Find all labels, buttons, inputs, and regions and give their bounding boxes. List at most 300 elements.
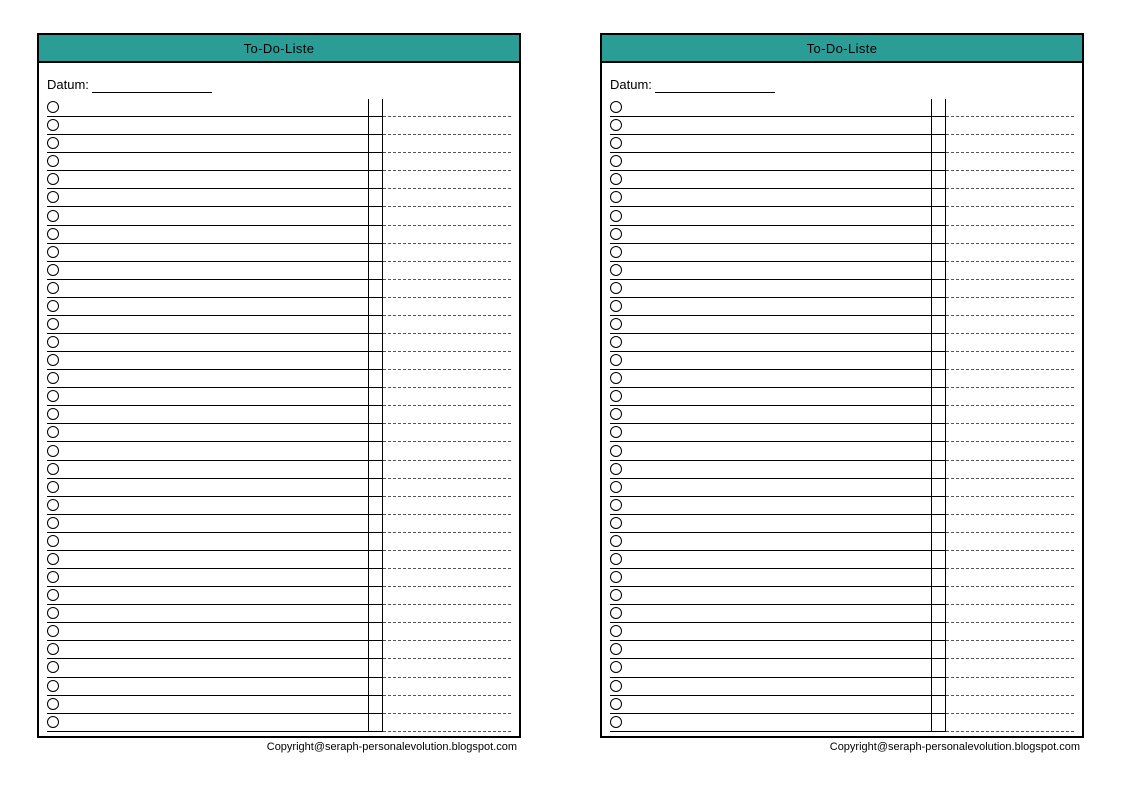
task-status-cell[interactable] — [369, 334, 383, 352]
checkbox-cell[interactable] — [610, 334, 630, 352]
circle-checkbox-icon[interactable] — [610, 625, 622, 637]
task-status-cell[interactable] — [932, 623, 946, 641]
checkbox-cell[interactable] — [47, 587, 67, 605]
note-input[interactable] — [383, 551, 511, 569]
checkbox-cell[interactable] — [47, 171, 67, 189]
circle-checkbox-icon[interactable] — [610, 589, 622, 601]
circle-checkbox-icon[interactable] — [47, 680, 59, 692]
checkbox-cell[interactable] — [47, 424, 67, 442]
circle-checkbox-icon[interactable] — [610, 318, 622, 330]
task-input[interactable] — [630, 569, 932, 587]
note-input[interactable] — [946, 280, 1074, 298]
task-input[interactable] — [67, 171, 369, 189]
task-input[interactable] — [67, 189, 369, 207]
task-status-cell[interactable] — [369, 388, 383, 406]
task-input[interactable] — [630, 244, 932, 262]
circle-checkbox-icon[interactable] — [47, 426, 59, 438]
note-input[interactable] — [946, 551, 1074, 569]
note-input[interactable] — [946, 605, 1074, 623]
note-input[interactable] — [946, 226, 1074, 244]
circle-checkbox-icon[interactable] — [610, 137, 622, 149]
checkbox-cell[interactable] — [610, 189, 630, 207]
task-status-cell[interactable] — [932, 461, 946, 479]
task-status-cell[interactable] — [932, 659, 946, 677]
note-input[interactable] — [946, 714, 1074, 732]
note-input[interactable] — [383, 298, 511, 316]
note-input[interactable] — [383, 135, 511, 153]
task-input[interactable] — [67, 551, 369, 569]
task-input[interactable] — [67, 99, 369, 117]
checkbox-cell[interactable] — [610, 551, 630, 569]
checkbox-cell[interactable] — [47, 659, 67, 677]
note-input[interactable] — [946, 207, 1074, 225]
note-input[interactable] — [383, 424, 511, 442]
task-input[interactable] — [630, 623, 932, 641]
checkbox-cell[interactable] — [47, 605, 67, 623]
task-status-cell[interactable] — [369, 587, 383, 605]
checkbox-cell[interactable] — [610, 659, 630, 677]
task-input[interactable] — [630, 334, 932, 352]
checkbox-cell[interactable] — [47, 497, 67, 515]
note-input[interactable] — [946, 461, 1074, 479]
task-status-cell[interactable] — [932, 641, 946, 659]
task-status-cell[interactable] — [932, 316, 946, 334]
task-input[interactable] — [630, 515, 932, 533]
circle-checkbox-icon[interactable] — [47, 228, 59, 240]
task-status-cell[interactable] — [369, 623, 383, 641]
circle-checkbox-icon[interactable] — [47, 499, 59, 511]
circle-checkbox-icon[interactable] — [47, 191, 59, 203]
checkbox-cell[interactable] — [610, 696, 630, 714]
circle-checkbox-icon[interactable] — [610, 210, 622, 222]
task-status-cell[interactable] — [369, 189, 383, 207]
task-input[interactable] — [630, 99, 932, 117]
note-input[interactable] — [946, 334, 1074, 352]
task-status-cell[interactable] — [932, 280, 946, 298]
circle-checkbox-icon[interactable] — [610, 372, 622, 384]
task-input[interactable] — [67, 406, 369, 424]
task-input[interactable] — [630, 298, 932, 316]
circle-checkbox-icon[interactable] — [47, 661, 59, 673]
circle-checkbox-icon[interactable] — [610, 246, 622, 258]
date-input[interactable] — [92, 78, 212, 93]
checkbox-cell[interactable] — [47, 641, 67, 659]
note-input[interactable] — [946, 244, 1074, 262]
checkbox-cell[interactable] — [47, 280, 67, 298]
circle-checkbox-icon[interactable] — [610, 698, 622, 710]
checkbox-cell[interactable] — [47, 334, 67, 352]
circle-checkbox-icon[interactable] — [610, 336, 622, 348]
circle-checkbox-icon[interactable] — [47, 264, 59, 276]
note-input[interactable] — [383, 678, 511, 696]
circle-checkbox-icon[interactable] — [47, 625, 59, 637]
task-input[interactable] — [67, 479, 369, 497]
task-status-cell[interactable] — [369, 135, 383, 153]
task-status-cell[interactable] — [932, 696, 946, 714]
note-input[interactable] — [383, 370, 511, 388]
task-status-cell[interactable] — [932, 424, 946, 442]
task-status-cell[interactable] — [369, 479, 383, 497]
note-input[interactable] — [946, 424, 1074, 442]
circle-checkbox-icon[interactable] — [610, 661, 622, 673]
task-status-cell[interactable] — [932, 515, 946, 533]
note-input[interactable] — [946, 406, 1074, 424]
circle-checkbox-icon[interactable] — [47, 336, 59, 348]
checkbox-cell[interactable] — [610, 461, 630, 479]
checkbox-cell[interactable] — [610, 569, 630, 587]
circle-checkbox-icon[interactable] — [610, 282, 622, 294]
task-status-cell[interactable] — [369, 714, 383, 732]
task-input[interactable] — [67, 497, 369, 515]
task-input[interactable] — [630, 479, 932, 497]
checkbox-cell[interactable] — [610, 207, 630, 225]
task-input[interactable] — [67, 226, 369, 244]
task-input[interactable] — [67, 298, 369, 316]
checkbox-cell[interactable] — [610, 388, 630, 406]
circle-checkbox-icon[interactable] — [47, 155, 59, 167]
task-status-cell[interactable] — [369, 406, 383, 424]
checkbox-cell[interactable] — [47, 298, 67, 316]
task-input[interactable] — [630, 714, 932, 732]
circle-checkbox-icon[interactable] — [610, 535, 622, 547]
note-input[interactable] — [383, 569, 511, 587]
circle-checkbox-icon[interactable] — [47, 137, 59, 149]
note-input[interactable] — [946, 135, 1074, 153]
note-input[interactable] — [383, 226, 511, 244]
task-status-cell[interactable] — [369, 99, 383, 117]
checkbox-cell[interactable] — [47, 117, 67, 135]
checkbox-cell[interactable] — [47, 461, 67, 479]
task-input[interactable] — [630, 388, 932, 406]
checkbox-cell[interactable] — [610, 424, 630, 442]
checkbox-cell[interactable] — [610, 153, 630, 171]
note-input[interactable] — [383, 244, 511, 262]
checkbox-cell[interactable] — [47, 207, 67, 225]
checkbox-cell[interactable] — [47, 533, 67, 551]
task-input[interactable] — [67, 714, 369, 732]
checkbox-cell[interactable] — [610, 515, 630, 533]
task-input[interactable] — [67, 135, 369, 153]
task-input[interactable] — [630, 117, 932, 135]
header-note-area[interactable] — [234, 92, 511, 93]
checkbox-cell[interactable] — [610, 641, 630, 659]
task-status-cell[interactable] — [932, 551, 946, 569]
note-input[interactable] — [946, 696, 1074, 714]
circle-checkbox-icon[interactable] — [610, 517, 622, 529]
checkbox-cell[interactable] — [610, 117, 630, 135]
checkbox-cell[interactable] — [47, 153, 67, 171]
checkbox-cell[interactable] — [47, 696, 67, 714]
checkbox-cell[interactable] — [610, 262, 630, 280]
task-status-cell[interactable] — [932, 406, 946, 424]
circle-checkbox-icon[interactable] — [47, 372, 59, 384]
note-input[interactable] — [383, 352, 511, 370]
note-input[interactable] — [946, 153, 1074, 171]
task-input[interactable] — [630, 587, 932, 605]
task-status-cell[interactable] — [369, 678, 383, 696]
circle-checkbox-icon[interactable] — [47, 246, 59, 258]
circle-checkbox-icon[interactable] — [610, 463, 622, 475]
checkbox-cell[interactable] — [610, 605, 630, 623]
checkbox-cell[interactable] — [610, 442, 630, 460]
checkbox-cell[interactable] — [610, 298, 630, 316]
task-status-cell[interactable] — [932, 135, 946, 153]
checkbox-cell[interactable] — [47, 370, 67, 388]
task-input[interactable] — [630, 678, 932, 696]
task-status-cell[interactable] — [369, 244, 383, 262]
checkbox-cell[interactable] — [610, 623, 630, 641]
task-status-cell[interactable] — [932, 298, 946, 316]
task-status-cell[interactable] — [369, 461, 383, 479]
task-input[interactable] — [630, 207, 932, 225]
task-input[interactable] — [67, 515, 369, 533]
task-status-cell[interactable] — [369, 207, 383, 225]
circle-checkbox-icon[interactable] — [610, 408, 622, 420]
task-status-cell[interactable] — [932, 678, 946, 696]
task-input[interactable] — [630, 406, 932, 424]
task-input[interactable] — [630, 370, 932, 388]
task-status-cell[interactable] — [369, 533, 383, 551]
checkbox-cell[interactable] — [610, 678, 630, 696]
date-input[interactable] — [655, 78, 775, 93]
task-input[interactable] — [630, 171, 932, 189]
task-status-cell[interactable] — [369, 226, 383, 244]
task-status-cell[interactable] — [932, 497, 946, 515]
circle-checkbox-icon[interactable] — [610, 680, 622, 692]
header-note-area[interactable] — [797, 92, 1074, 93]
task-input[interactable] — [67, 316, 369, 334]
task-status-cell[interactable] — [369, 171, 383, 189]
task-input[interactable] — [630, 280, 932, 298]
note-input[interactable] — [946, 262, 1074, 280]
circle-checkbox-icon[interactable] — [47, 553, 59, 565]
checkbox-cell[interactable] — [47, 714, 67, 732]
circle-checkbox-icon[interactable] — [610, 607, 622, 619]
task-status-cell[interactable] — [369, 370, 383, 388]
task-input[interactable] — [67, 280, 369, 298]
task-status-cell[interactable] — [932, 171, 946, 189]
circle-checkbox-icon[interactable] — [47, 643, 59, 655]
task-input[interactable] — [630, 352, 932, 370]
task-status-cell[interactable] — [932, 244, 946, 262]
task-status-cell[interactable] — [932, 388, 946, 406]
checkbox-cell[interactable] — [47, 569, 67, 587]
task-status-cell[interactable] — [932, 352, 946, 370]
task-status-cell[interactable] — [369, 569, 383, 587]
task-input[interactable] — [630, 153, 932, 171]
task-status-cell[interactable] — [932, 442, 946, 460]
note-input[interactable] — [946, 659, 1074, 677]
checkbox-cell[interactable] — [610, 406, 630, 424]
task-input[interactable] — [67, 207, 369, 225]
circle-checkbox-icon[interactable] — [47, 607, 59, 619]
checkbox-cell[interactable] — [610, 171, 630, 189]
task-input[interactable] — [67, 659, 369, 677]
task-status-cell[interactable] — [932, 370, 946, 388]
task-status-cell[interactable] — [932, 99, 946, 117]
circle-checkbox-icon[interactable] — [47, 119, 59, 131]
circle-checkbox-icon[interactable] — [47, 318, 59, 330]
task-status-cell[interactable] — [932, 262, 946, 280]
circle-checkbox-icon[interactable] — [610, 445, 622, 457]
note-input[interactable] — [946, 388, 1074, 406]
circle-checkbox-icon[interactable] — [47, 589, 59, 601]
circle-checkbox-icon[interactable] — [47, 517, 59, 529]
task-input[interactable] — [67, 442, 369, 460]
checkbox-cell[interactable] — [47, 244, 67, 262]
checkbox-cell[interactable] — [610, 352, 630, 370]
task-status-cell[interactable] — [369, 117, 383, 135]
note-input[interactable] — [383, 117, 511, 135]
task-status-cell[interactable] — [932, 569, 946, 587]
circle-checkbox-icon[interactable] — [47, 481, 59, 493]
task-status-cell[interactable] — [369, 641, 383, 659]
task-input[interactable] — [67, 117, 369, 135]
circle-checkbox-icon[interactable] — [47, 535, 59, 547]
checkbox-cell[interactable] — [610, 135, 630, 153]
task-input[interactable] — [67, 388, 369, 406]
note-input[interactable] — [946, 533, 1074, 551]
task-status-cell[interactable] — [932, 714, 946, 732]
circle-checkbox-icon[interactable] — [47, 210, 59, 222]
task-input[interactable] — [630, 424, 932, 442]
note-input[interactable] — [946, 641, 1074, 659]
task-input[interactable] — [630, 605, 932, 623]
task-input[interactable] — [67, 696, 369, 714]
note-input[interactable] — [946, 370, 1074, 388]
task-input[interactable] — [67, 605, 369, 623]
checkbox-cell[interactable] — [47, 316, 67, 334]
checkbox-cell[interactable] — [47, 352, 67, 370]
checkbox-cell[interactable] — [610, 244, 630, 262]
note-input[interactable] — [946, 515, 1074, 533]
checkbox-cell[interactable] — [610, 316, 630, 334]
checkbox-cell[interactable] — [47, 551, 67, 569]
circle-checkbox-icon[interactable] — [47, 101, 59, 113]
task-status-cell[interactable] — [369, 696, 383, 714]
checkbox-cell[interactable] — [47, 442, 67, 460]
circle-checkbox-icon[interactable] — [47, 463, 59, 475]
task-status-cell[interactable] — [932, 117, 946, 135]
circle-checkbox-icon[interactable] — [610, 643, 622, 655]
note-input[interactable] — [383, 479, 511, 497]
task-input[interactable] — [67, 678, 369, 696]
task-input[interactable] — [67, 262, 369, 280]
task-input[interactable] — [630, 189, 932, 207]
checkbox-cell[interactable] — [47, 623, 67, 641]
checkbox-cell[interactable] — [47, 135, 67, 153]
checkbox-cell[interactable] — [610, 714, 630, 732]
checkbox-cell[interactable] — [47, 189, 67, 207]
task-input[interactable] — [67, 461, 369, 479]
circle-checkbox-icon[interactable] — [47, 698, 59, 710]
task-status-cell[interactable] — [932, 189, 946, 207]
circle-checkbox-icon[interactable] — [610, 354, 622, 366]
note-input[interactable] — [946, 99, 1074, 117]
note-input[interactable] — [383, 641, 511, 659]
task-status-cell[interactable] — [369, 352, 383, 370]
note-input[interactable] — [383, 696, 511, 714]
note-input[interactable] — [946, 587, 1074, 605]
circle-checkbox-icon[interactable] — [610, 191, 622, 203]
note-input[interactable] — [946, 479, 1074, 497]
checkbox-cell[interactable] — [47, 479, 67, 497]
note-input[interactable] — [383, 406, 511, 424]
task-status-cell[interactable] — [932, 479, 946, 497]
circle-checkbox-icon[interactable] — [610, 499, 622, 511]
task-status-cell[interactable] — [369, 442, 383, 460]
checkbox-cell[interactable] — [610, 370, 630, 388]
task-input[interactable] — [67, 569, 369, 587]
checkbox-cell[interactable] — [610, 479, 630, 497]
checkbox-cell[interactable] — [610, 587, 630, 605]
task-input[interactable] — [630, 696, 932, 714]
task-input[interactable] — [630, 497, 932, 515]
note-input[interactable] — [383, 207, 511, 225]
task-status-cell[interactable] — [369, 280, 383, 298]
task-status-cell[interactable] — [369, 605, 383, 623]
note-input[interactable] — [946, 171, 1074, 189]
circle-checkbox-icon[interactable] — [610, 426, 622, 438]
note-input[interactable] — [383, 388, 511, 406]
note-input[interactable] — [383, 334, 511, 352]
circle-checkbox-icon[interactable] — [47, 173, 59, 185]
note-input[interactable] — [383, 515, 511, 533]
task-input[interactable] — [630, 659, 932, 677]
note-input[interactable] — [383, 280, 511, 298]
task-input[interactable] — [67, 153, 369, 171]
task-input[interactable] — [67, 587, 369, 605]
circle-checkbox-icon[interactable] — [610, 571, 622, 583]
circle-checkbox-icon[interactable] — [610, 228, 622, 240]
circle-checkbox-icon[interactable] — [47, 408, 59, 420]
note-input[interactable] — [383, 262, 511, 280]
circle-checkbox-icon[interactable] — [610, 553, 622, 565]
task-input[interactable] — [630, 461, 932, 479]
task-input[interactable] — [67, 623, 369, 641]
task-input[interactable] — [630, 442, 932, 460]
task-input[interactable] — [630, 533, 932, 551]
task-status-cell[interactable] — [369, 497, 383, 515]
circle-checkbox-icon[interactable] — [610, 155, 622, 167]
circle-checkbox-icon[interactable] — [610, 119, 622, 131]
task-input[interactable] — [630, 135, 932, 153]
circle-checkbox-icon[interactable] — [47, 445, 59, 457]
note-input[interactable] — [383, 659, 511, 677]
note-input[interactable] — [383, 605, 511, 623]
note-input[interactable] — [383, 533, 511, 551]
note-input[interactable] — [383, 497, 511, 515]
circle-checkbox-icon[interactable] — [47, 354, 59, 366]
note-input[interactable] — [946, 442, 1074, 460]
note-input[interactable] — [946, 352, 1074, 370]
note-input[interactable] — [946, 623, 1074, 641]
task-status-cell[interactable] — [369, 515, 383, 533]
task-status-cell[interactable] — [932, 533, 946, 551]
circle-checkbox-icon[interactable] — [610, 481, 622, 493]
task-status-cell[interactable] — [932, 207, 946, 225]
task-input[interactable] — [67, 352, 369, 370]
task-status-cell[interactable] — [369, 153, 383, 171]
task-status-cell[interactable] — [369, 316, 383, 334]
task-input[interactable] — [630, 262, 932, 280]
checkbox-cell[interactable] — [610, 497, 630, 515]
task-status-cell[interactable] — [369, 551, 383, 569]
circle-checkbox-icon[interactable] — [610, 390, 622, 402]
note-input[interactable] — [383, 461, 511, 479]
task-status-cell[interactable] — [369, 424, 383, 442]
note-input[interactable] — [946, 569, 1074, 587]
